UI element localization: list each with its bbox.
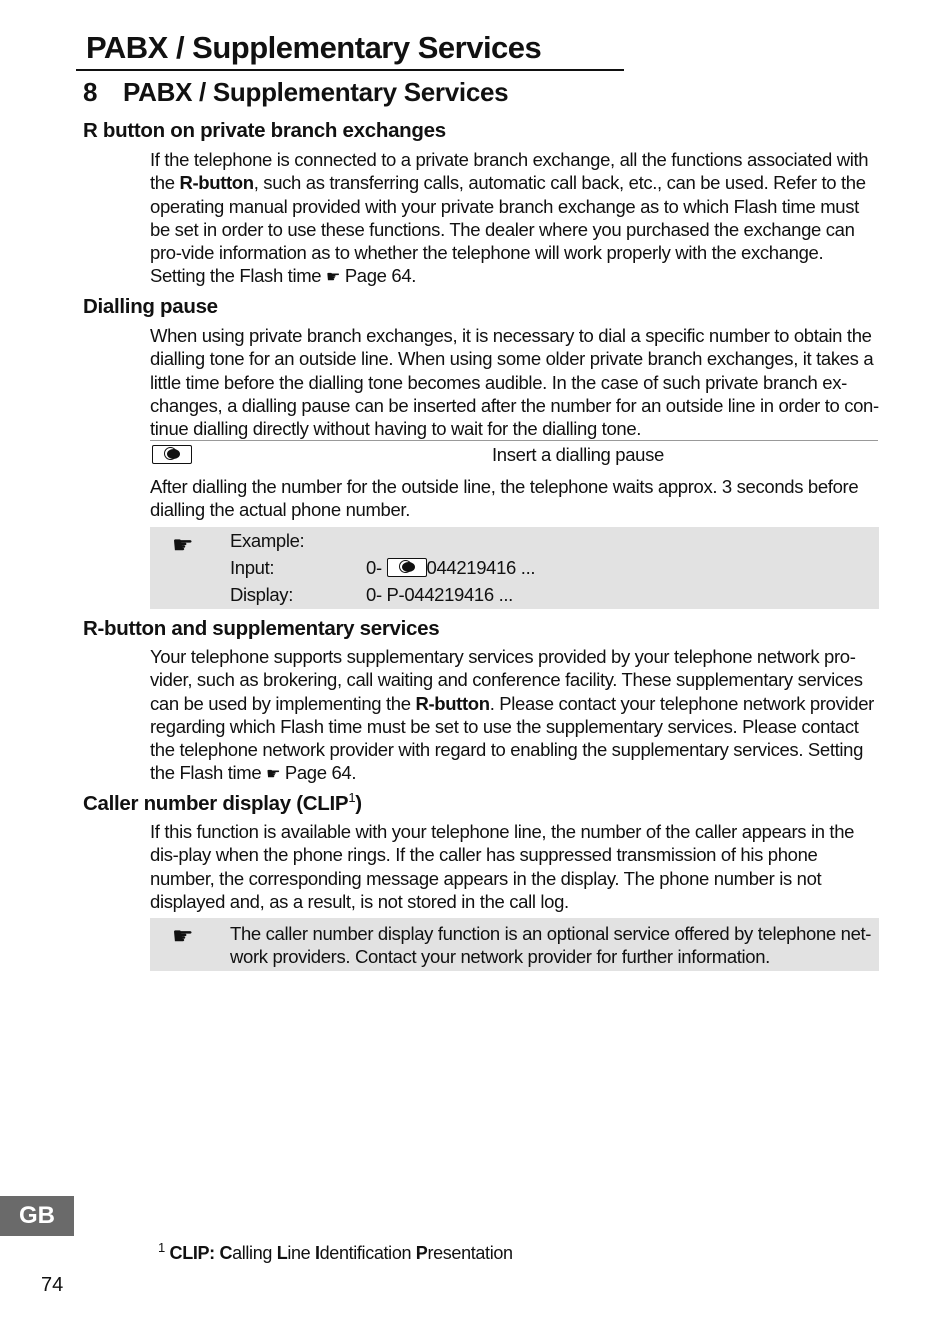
heading-text-end: ) bbox=[355, 791, 362, 815]
paragraph-rbutton-pbx bbox=[150, 148, 880, 290]
example-display-value: 0- P-044219416 ... bbox=[366, 584, 513, 605]
footnote-bold: I bbox=[314, 1243, 320, 1263]
chapter-heading bbox=[83, 77, 508, 108]
paragraph-rbutton-supp bbox=[150, 645, 880, 787]
paragraph-clip: If this function is available with your telephone line, the number of the caller appears in the dis-play when the phone rings. If the caller has suppressed transmission of his phone number, the corresponding message appears in the display. The phone number is not displayed and, as a result, is not stored in the call log. bbox=[150, 821, 855, 912]
footnote-text: alling bbox=[232, 1243, 277, 1263]
page-reference: Page 64. bbox=[284, 762, 357, 784]
footnote-number: 1 bbox=[158, 1240, 165, 1255]
note-box bbox=[150, 918, 879, 971]
page-number: 74 bbox=[41, 1274, 64, 1296]
pointing-hand-icon: ☛ bbox=[326, 269, 341, 287]
section-heading-clip bbox=[83, 790, 362, 816]
heading-text: Caller number display (CLIP bbox=[83, 791, 349, 815]
pointing-hand-icon: ☛ bbox=[172, 532, 194, 559]
bold-term: R-button bbox=[415, 692, 490, 714]
key-instruction-label: Insert a dialling pause bbox=[492, 444, 664, 465]
pause-key-icon bbox=[387, 558, 427, 577]
section-heading-rbutton-pbx: R button on private branch exchanges bbox=[83, 119, 446, 142]
example-input-label: Input: bbox=[230, 557, 275, 578]
paragraph-text: . Please contact your telephone network provider regarding which Flash time must be set to use the supplementary services. Please contact the telephone network provider with regard to enabling the supplementary services. Setting the Flash time bbox=[150, 692, 874, 784]
paragraph-pause-wait: After dialling the number for the outside line, the telephone waits approx. 3 seconds before dialling the actual phone number. bbox=[150, 476, 859, 521]
footnote-bold: CLIP: C bbox=[169, 1243, 233, 1263]
paragraph-text: , such as transferring calls, automatic call back, etc., can be used. Refer to the operating manual provided with your private branch exchange as to which Flash time must be set in order to use these functions. The dealer where you purchased the exchange can pro-vide information as to whether the telephone will work properly with the exchange. Setting the Flash time bbox=[150, 172, 866, 287]
footnote bbox=[158, 1240, 513, 1264]
chapter-title: PABX / Supplementary Services bbox=[123, 77, 509, 107]
example-input-value bbox=[366, 557, 535, 579]
pointing-hand-icon: ☛ bbox=[266, 766, 281, 784]
footnote-bold: L bbox=[276, 1243, 288, 1263]
pause-key-icon bbox=[152, 445, 192, 464]
language-tab: GB bbox=[0, 1196, 74, 1236]
chapter-number: 8 bbox=[83, 77, 98, 107]
footnote-text: resentation bbox=[427, 1243, 513, 1263]
paragraph-dialling-pause: When using private branch exchanges, it is necessary to dial a specific number to obtain the dialling tone for an outside line. When using some older private branch exchanges, it takes a little time before the dialling tone becomes audible. In the case of such private branch ex-changes, a dialling pause can be inserted after the number for an outside line in order to con-tinue dialling directly without having to wait for the dialling tone. bbox=[150, 325, 879, 440]
input-suffix: 044219416 ... bbox=[426, 557, 536, 578]
paragraph-text: If the telephone is connected to a private branch exchange, all the functions associated with the bbox=[150, 149, 869, 194]
key-instruction-row bbox=[150, 440, 878, 469]
page-header-title: PABX / Supplementary Services bbox=[86, 30, 542, 65]
example-title: Example: bbox=[230, 530, 305, 551]
bold-term: R-button bbox=[179, 172, 254, 194]
section-heading-dialling-pause: Dialling pause bbox=[83, 295, 218, 318]
input-prefix: 0- bbox=[366, 557, 382, 578]
example-box bbox=[150, 527, 879, 609]
header-rule bbox=[76, 69, 624, 71]
note-text: The caller number display function is an optional service offered by telephone net-work providers. Contact your network provider for further information. bbox=[230, 923, 872, 968]
example-display-label: Display: bbox=[230, 584, 293, 605]
paragraph-text: Your telephone supports supplementary services provided by your telephone network pro-vider, such as brokering, call waiting and conference facility. These supplementary services can be used by implementing the bbox=[150, 646, 863, 714]
footnote-text: dentification bbox=[319, 1243, 416, 1263]
page-reference: Page 64. bbox=[344, 265, 417, 287]
footnote-bold: P bbox=[415, 1243, 428, 1263]
section-heading-rbutton-supp: R-button and supplementary services bbox=[83, 617, 440, 640]
pointing-hand-icon: ☛ bbox=[172, 923, 194, 950]
footnote-marker: 1 bbox=[348, 790, 356, 805]
footnote-text: ine bbox=[287, 1243, 315, 1263]
